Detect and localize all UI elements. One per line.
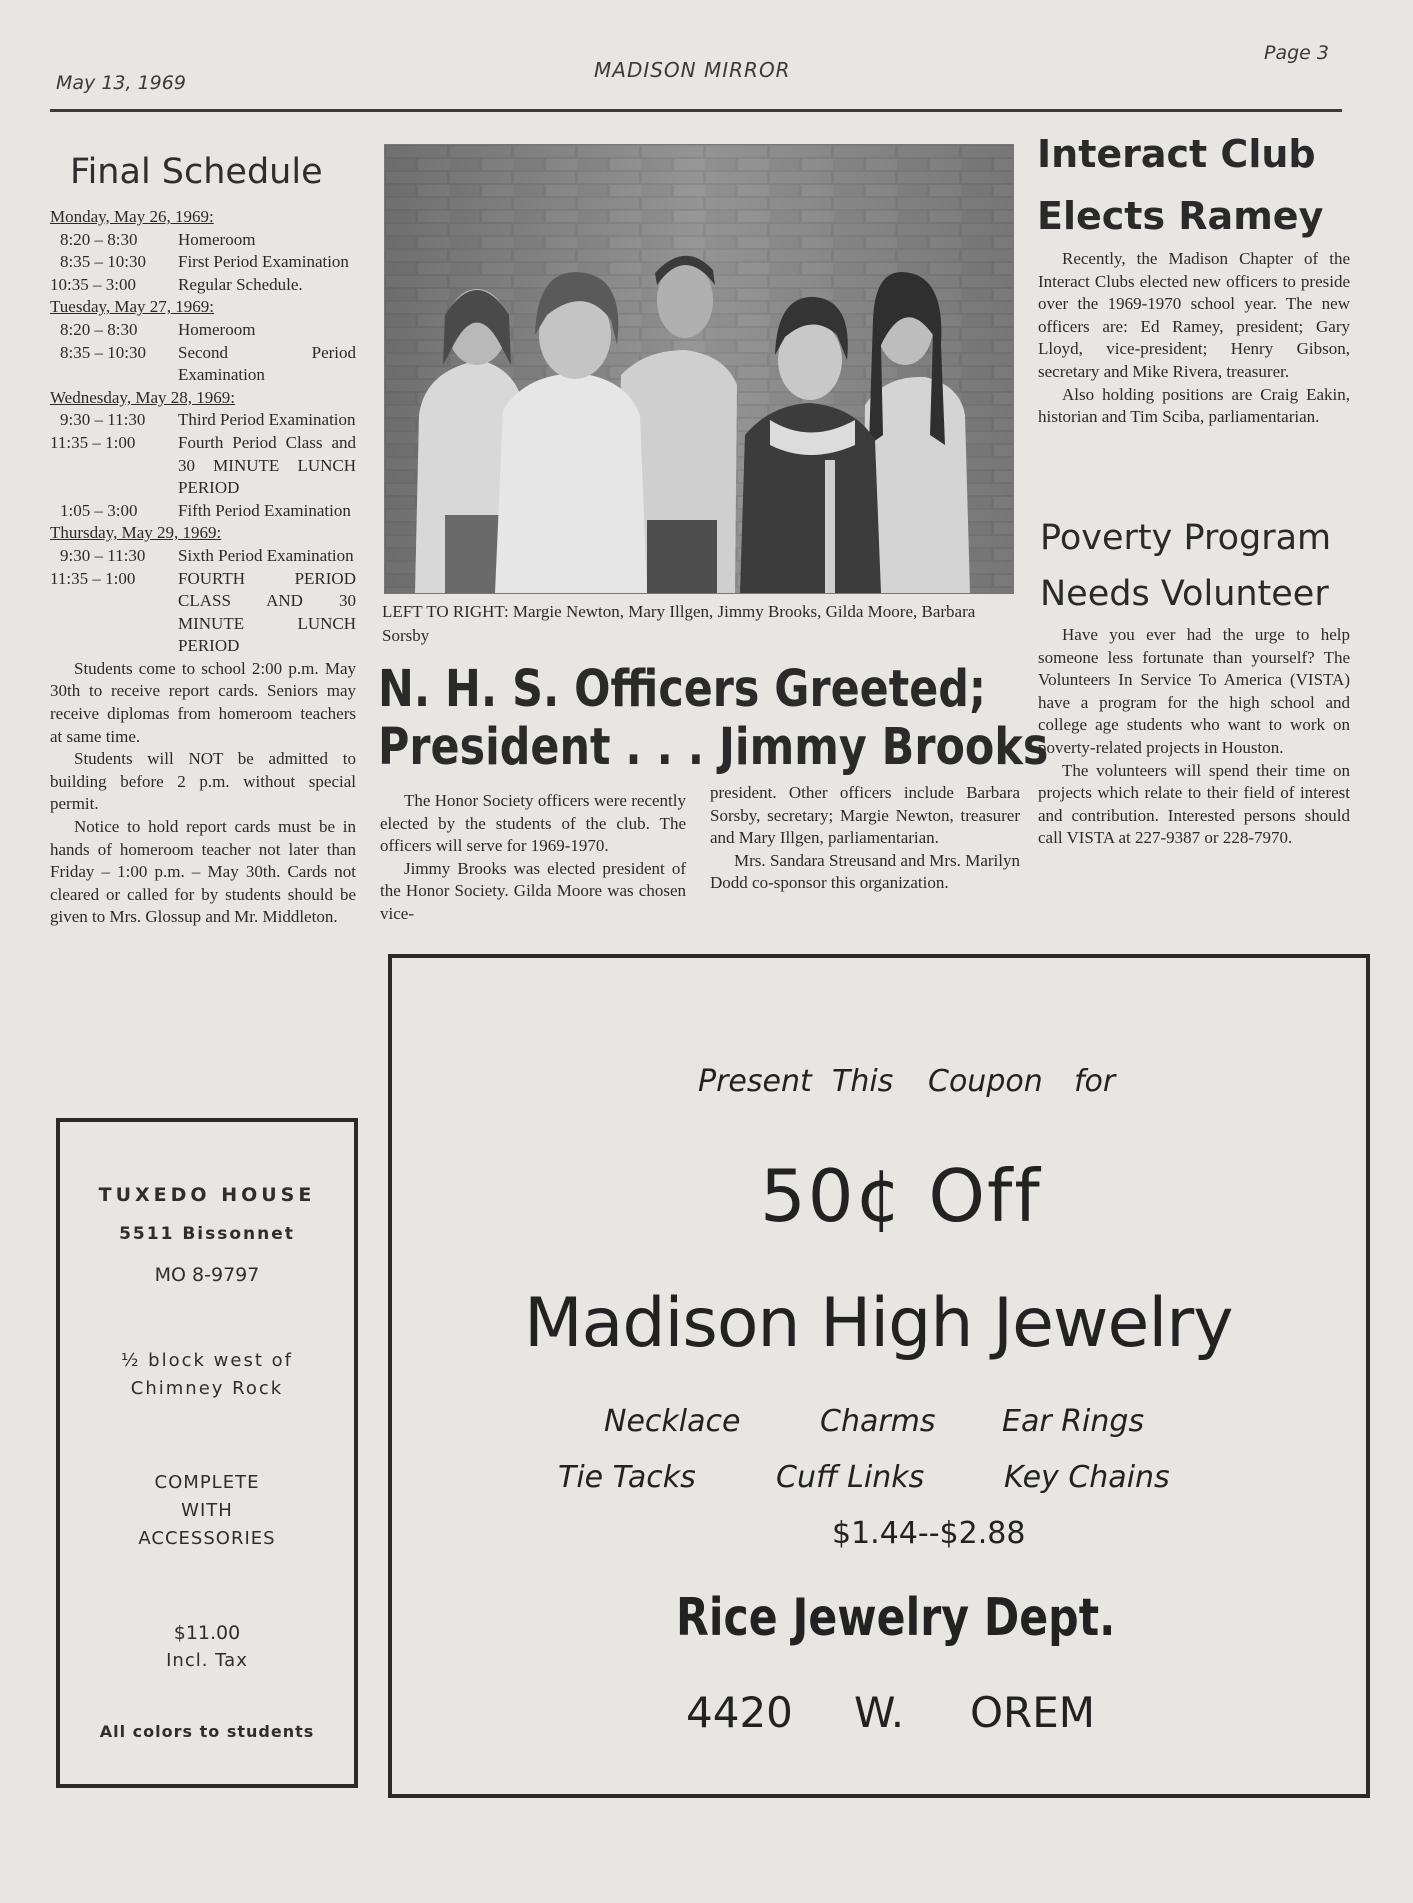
schedule-title: Final Schedule [70, 152, 323, 192]
schedule-row [50, 500, 356, 523]
page-number: Page 3 [1264, 42, 1329, 64]
schedule-time: 1:05 – 3:00 [60, 500, 138, 520]
schedule-time: 8:20 – 8:30 [60, 229, 138, 249]
item-charms: Charms [820, 1404, 936, 1439]
issue-date: May 13, 1969 [56, 72, 186, 94]
masthead-rule [50, 109, 1342, 112]
interact-headline-1: Interact Club [1037, 132, 1316, 176]
coupon-word-present: Present [698, 1064, 812, 1099]
schedule-desc: FOURTH PERIOD CLASS AND 30 MINUTE LUNCH PERIOD [178, 568, 356, 656]
tux-phone: MO 8-9797 [154, 1264, 260, 1286]
tux-with: WITH [181, 1500, 233, 1521]
schedule-row [50, 274, 356, 297]
officers-photo [384, 144, 1014, 594]
schedule-time: 8:20 – 8:30 [60, 319, 138, 339]
schedule-time: 8:35 – 10:30 [60, 342, 146, 362]
interact-paragraph: Also holding positions are Craig Eakin, historian and Tim Sciba, parliamentarian. [1038, 384, 1350, 427]
address-street: OREM [970, 1688, 1096, 1737]
schedule-day [50, 522, 356, 658]
coupon-word-coupon: Coupon [928, 1064, 1043, 1099]
poverty-headline-1: Poverty Program [1040, 518, 1332, 558]
photo-caption: LEFT TO RIGHT: Margie Newton, Mary Illgen, Jimmy Brooks, Gilda Moore, Barbara Sorsby [382, 602, 976, 645]
schedule-desc: Sixth Period Examination [178, 545, 354, 565]
schedule-row [50, 432, 356, 500]
item-key-chains: Key Chains [1004, 1460, 1170, 1495]
schedule-time: 8:35 – 10:30 [60, 252, 146, 272]
schedule-row [50, 409, 356, 432]
schedule-time: 10:35 – 3:00 [50, 274, 136, 294]
schedule-desc: Third Period Examination [178, 410, 356, 430]
tux-complete: COMPLETE [154, 1472, 260, 1493]
schedule-desc: Fifth Period Examination [178, 500, 351, 520]
schedule-note: Students will NOT be admitted to building before 2 p.m. without special permit. [50, 749, 356, 814]
tux-location-1: ½ block west of [121, 1350, 293, 1371]
schedule-day-label: Tuesday, May 27, 1969: [50, 297, 215, 317]
nhs-paragraph: The Honor Society officers were recently elected by the students of the club. The officers will serve for 1969-1970. [380, 791, 686, 856]
price-range: $1.44--$2.88 [832, 1516, 1026, 1551]
nhs-paragraph: president. Other officers include Barbara Sorsby, secretary; Margie Newton, treasurer and Mary Illgen, parliamentarian. [710, 783, 1020, 848]
schedule-desc: Second Period Examination [178, 342, 356, 385]
tux-accessories: ACCESSORIES [138, 1528, 276, 1549]
interact-body [1038, 248, 1350, 429]
address-number: 4420 [686, 1688, 793, 1737]
nhs-column-1 [380, 790, 686, 926]
schedule-desc: Fourth Period Class and 30 MINUTE LUNCH PERIOD [178, 432, 356, 498]
paper-name: MADISON MIRROR [594, 58, 791, 82]
poverty-paragraph: The volunteers will spend their time on projects which relate to their field of interest and contribution. Interested persons should call VISTA at 227-9387 or 228-7970. [1038, 760, 1350, 848]
schedule-day [50, 296, 356, 386]
officers-photo-image [385, 145, 1013, 593]
nhs-headline-2: President . . . Jimmy Brooks [378, 718, 1049, 777]
tux-price: $11.00 [173, 1622, 241, 1644]
schedule-desc: Homeroom [178, 229, 256, 249]
schedule-row [50, 568, 356, 658]
schedule-list [50, 206, 356, 929]
schedule-day-label: Thursday, May 29, 1969: [50, 523, 222, 543]
schedule-day [50, 387, 356, 523]
schedule-time: 11:35 – 1:00 [50, 432, 136, 452]
nhs-headline-1: N. H. S. Officers Greeted; [378, 660, 987, 719]
schedule-note: Notice to hold report cards must be in hands of homeroom teacher not later than Friday – 1:00 p.m. – May 30th. Cards not cleared or called for by students should be given to Mrs. Glossup and Mr. Middleton. [50, 817, 356, 927]
schedule-row [50, 545, 356, 568]
tux-name: TUXEDO HOUSE [98, 1184, 316, 1206]
coupon-word-for: for [1074, 1064, 1116, 1099]
schedule-row [50, 229, 356, 252]
nhs-paragraph: Jimmy Brooks was elected president of the Honor Society. Gilda Moore was chosen vice- [380, 858, 686, 923]
store-name: Madison High Jewelry [524, 1284, 1233, 1363]
tux-footer: All colors to students [99, 1722, 315, 1741]
interact-paragraph: Recently, the Madison Chapter of the Interact Clubs elected new officers to preside over the 1969-1970 school year. The new officers are: Ed Ramey, president; Gary Lloyd, vice-president; Henry Gibson, secretary and Mike Rivera, treasurer. [1038, 249, 1350, 381]
tux-tax: Incl. Tax [166, 1650, 248, 1671]
poverty-headline-2: Needs Volunteer [1040, 574, 1329, 614]
schedule-desc: Regular Schedule. [178, 274, 303, 294]
schedule-day-label: Monday, May 26, 1969: [50, 207, 214, 226]
schedule-desc: Homeroom [178, 319, 256, 339]
tuxedo-house-ad [56, 1118, 358, 1788]
item-ear-rings: Ear Rings [1002, 1404, 1145, 1439]
schedule-row [50, 319, 356, 342]
schedule-time: 11:35 – 1:00 [50, 568, 136, 588]
poverty-paragraph: Have you ever had the urge to help someone less fortunate than yourself? The Volunteers In Service To America (VISTA) have a program for the high school and college age students who want to work on poverty-related projects in Houston. [1038, 625, 1350, 757]
nhs-paragraph: Mrs. Sandara Streusand and Mrs. Marilyn Dodd co-sponsor this organization. [710, 850, 1020, 893]
nhs-column-2 [710, 782, 1020, 895]
schedule-row [50, 342, 356, 387]
schedule-time: 9:30 – 11:30 [60, 410, 146, 430]
address-direction: W. [854, 1688, 905, 1737]
schedule-day-label: Wednesday, May 28, 1969: [50, 387, 235, 407]
item-necklace: Necklace [604, 1404, 741, 1439]
coupon-word-this: This [832, 1064, 894, 1099]
tux-address: 5511 Bissonnet [119, 1224, 295, 1244]
schedule-note: Students come to school 2:00 p.m. May 30th to receive report cards. Seniors may receive diplomas from homeroom teachers at same time. [50, 658, 356, 746]
interact-headline-2: Elects Ramey [1037, 194, 1324, 238]
schedule-desc: First Period Examination [178, 252, 349, 272]
jewelry-coupon-ad [388, 954, 1370, 1798]
tux-location-2: Chimney Rock [130, 1378, 284, 1399]
dept-name: Rice Jewelry Dept. [676, 1588, 1116, 1648]
schedule-row [50, 251, 356, 274]
item-tie-tacks: Tie Tacks [558, 1460, 696, 1495]
schedule-day [50, 206, 356, 296]
schedule-time: 9:30 – 11:30 [60, 545, 146, 565]
coupon-discount: 50¢ Off [760, 1154, 1042, 1238]
item-cuff-links: Cuff Links [776, 1460, 925, 1495]
poverty-body [1038, 624, 1350, 850]
